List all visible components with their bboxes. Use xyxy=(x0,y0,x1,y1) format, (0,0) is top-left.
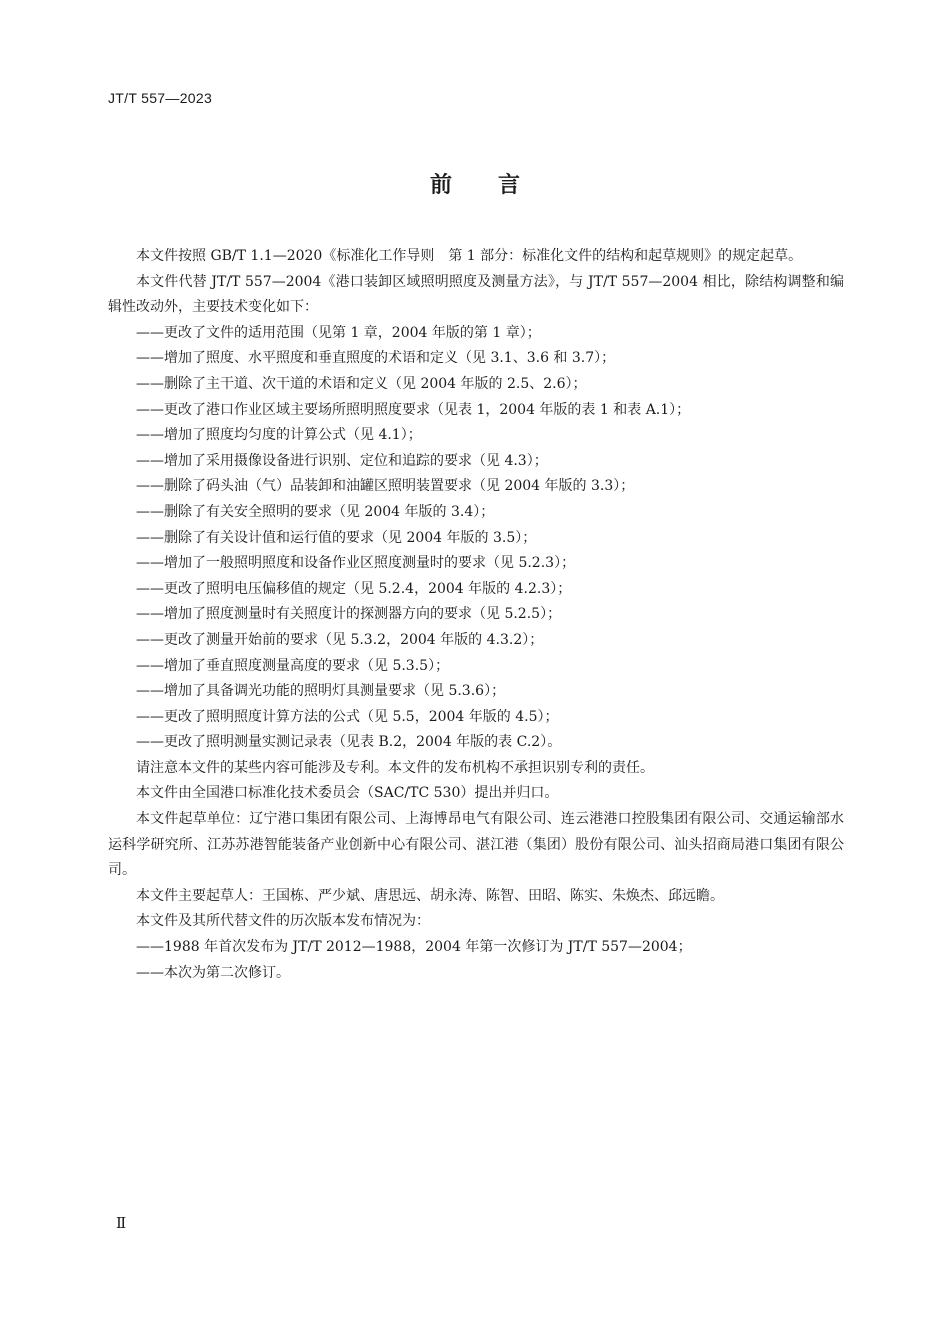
list-item: ——更改了测量开始前的要求（见 5.3.2，2004 年版的 4.3.2）； xyxy=(136,631,544,648)
list-item: ——增加了照度测量时有关照度计的探测器方向的要求（见 5.2.5）； xyxy=(136,606,562,623)
list-item: ——删除了码头油（气）品装卸和油罐区照明装置要求（见 2004 年版的 3.3）； xyxy=(136,478,635,495)
list-item: ——更改了照明照度计算方法的公式（见 5.5，2004 年版的 4.5）； xyxy=(136,708,559,725)
paragraph-drafting-units: 本文件起草单位：辽宁港口集团有限公司、上海博昂电气有限公司、连云港港口控股集团有限公司、交通运输部水运科学研究所、江苏苏港智能装备产业创新中心有限公司、湛江港（集团）股份有限公司、汕头招商局港口集团有限公司。 xyxy=(108,811,844,879)
paragraph-patent-notice: 请注意本文件的某些内容可能涉及专利。本文件的发布机构不承担识别专利的责任。 xyxy=(136,759,654,776)
list-item: ——删除了主干道、次干道的术语和定义（见 2004 年版的 2.5、2.6）； xyxy=(136,375,587,392)
list-item: ——删除了有关设计值和运行值的要求（见 2004 年版的 3.5）； xyxy=(136,529,537,546)
list-item: ——增加了照度均匀度的计算公式（见 4.1）； xyxy=(136,427,422,444)
list-item: ——增加了垂直照度测量高度的要求（见 5.3.5）； xyxy=(136,657,450,674)
paragraph-drafting-rules: 本文件按照 GB/T 1.1—2020《标准化工作导则 第 1 部分：标准化文件的结构和起草规则》的规定起草。 xyxy=(136,248,803,264)
list-item: ——增加了照度、水平照度和垂直照度的术语和定义（见 3.1、3.6 和 3.7）； xyxy=(136,350,616,367)
document-id: JT/T 557—2023 xyxy=(108,90,213,106)
paragraph-drafters: 本文件主要起草人：王国栋、严少斌、唐思远、胡永涛、陈智、田昭、陈实、朱焕杰、邱远瞻。 xyxy=(136,887,724,904)
list-item: ——增加了一般照明照度和设备作业区照度测量时的要求（见 5.2.3）； xyxy=(136,555,576,572)
list-item: ——本次为第二次修订。 xyxy=(136,964,290,981)
paragraph-replacement: 本文件代替 JT/T 557—2004《港口装卸区域照明照度及测量方法》，与 JT/T 557—2004 相比，除结构调整和编辑性改动外，主要技术变化如下： xyxy=(108,273,844,316)
paragraph-history-intro: 本文件及其所代替文件的历次版本发布情况为： xyxy=(136,913,430,930)
list-item: ——增加了采用摄像设备进行识别、定位和追踪的要求（见 4.3）； xyxy=(136,452,548,469)
page-title: 前言 xyxy=(429,173,566,198)
list-item: ——删除了有关安全照明的要求（见 2004 年版的 3.4）； xyxy=(136,503,495,520)
list-item: ——更改了照明测量实测记录表（见表 B.2，2004 年版的表 C.2）。 xyxy=(136,734,562,751)
page-number: Ⅱ xyxy=(116,1214,127,1232)
list-item: ——更改了港口作业区域主要场所照明照度要求（见表 1，2004 年版的表 1 和表 A.1）； xyxy=(136,401,691,418)
paragraph-committee: 本文件由全国港口标准化技术委员会（SAC/TC 530）提出并归口。 xyxy=(136,785,559,802)
list-item: ——更改了文件的适用范围（见第 1 章，2004 年版的第 1 章）； xyxy=(136,324,541,341)
history-list xyxy=(108,935,844,986)
changes-list xyxy=(108,321,844,756)
list-item: ——增加了具备调光功能的照明灯具测量要求（见 5.3.6）； xyxy=(136,683,506,700)
list-item: ——更改了照明电压偏移值的规定（见 5.2.4，2004 年版的 4.2.3）； xyxy=(136,580,572,597)
list-item: ——1988 年首次发布为 JT/T 2012—1988，2004 年第一次修订为 JT/T 557—2004； xyxy=(136,939,692,956)
document-body xyxy=(108,244,844,986)
